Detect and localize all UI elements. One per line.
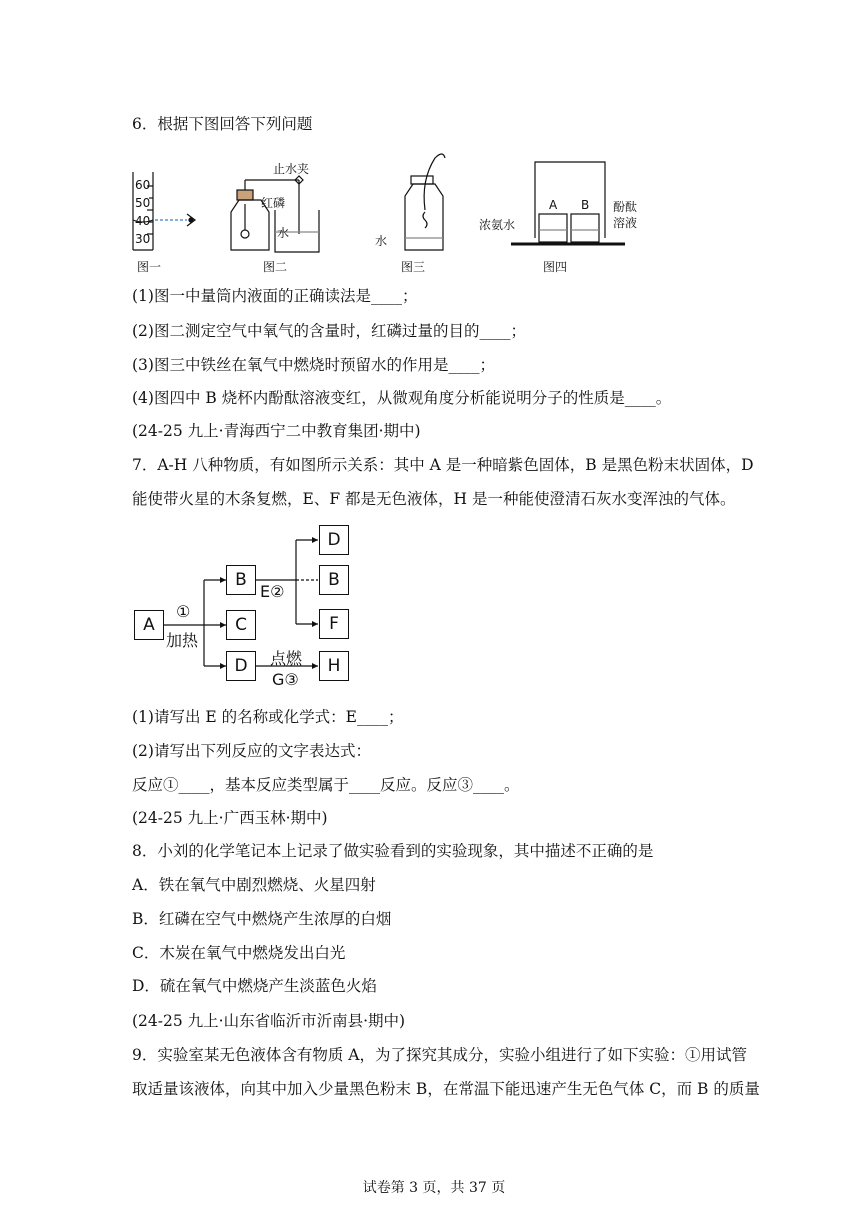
caption-fig1: 图一 — [137, 260, 162, 274]
label-beaker-a: A — [549, 198, 558, 212]
condition-3-ignite: 点燃 — [270, 649, 303, 668]
node-a: A — [134, 610, 164, 640]
node-d-product: D — [319, 525, 349, 555]
q9-stem-line1: 9．实验室某无色液体含有物质 A，为了探究其成分，实验小组进行了如下实验：①用试管 — [132, 1046, 747, 1064]
molecule-diffusion-setup — [511, 162, 625, 244]
q8-option-b: B．红磷在空气中燃烧产生浓厚的白烟 — [132, 910, 392, 928]
q8-option-a: A．铁在氧气中剧烈燃烧、火星四射 — [132, 876, 376, 894]
source-q7: (24-25 九上·青海西宁二中教育集团·期中) — [132, 422, 421, 440]
condition-2: E② — [260, 582, 285, 601]
node-b: B — [226, 565, 256, 595]
tick-50: 50 — [135, 196, 151, 210]
q7-stem-line1: 7．A-H 八种物质，有如图所示关系：其中 A 是一种暗紫色固体，B 是黑色粉末状固体，D — [132, 456, 754, 474]
iron-combustion-jar — [405, 154, 445, 250]
q7-item-2: (2)请写出下列反应的文字表达式： — [132, 742, 371, 760]
node-f: F — [319, 609, 349, 639]
q7-stem-line2: 能使带火星的木条复燃，E、F 都是无色液体，H 是一种能使澄清石灰水变浑浊的气体。 — [132, 490, 736, 508]
source-q9: (24-25 九上·山东省临沂市沂南县·期中) — [132, 1012, 406, 1030]
page-footer: 试卷第 3 页，共 37 页 — [362, 1180, 506, 1196]
node-b-catalyst: B — [319, 565, 349, 595]
label-clamp: 止水夹 — [273, 162, 310, 176]
label-water-fig3: 水 — [375, 234, 388, 248]
source-q8: (24-25 九上·广西玉林·期中) — [132, 809, 328, 827]
q8-option-c: C．木炭在氧气中燃烧发出白光 — [132, 944, 346, 962]
node-c: C — [226, 610, 256, 640]
q6-figure — [125, 150, 645, 280]
label-phenol-1: 酚酞 — [613, 200, 638, 214]
condition-1-heat: 加热 — [166, 631, 199, 650]
q9-stem-line2: 取适量该液体，向其中加入少量黑色粉末 B，在常温下能迅速产生无色气体 C，而 B 的质量 — [132, 1080, 760, 1098]
q6-item-2: (2)图二测定空气中氧气的含量时，红磷过量的目的____； — [132, 322, 526, 340]
label-ammonia: 浓氨水 — [479, 218, 516, 232]
tick-40: 40 — [135, 214, 151, 228]
q7-item-3: 反应①____，基本反应类型属于____反应。反应③____。 — [132, 776, 520, 794]
caption-fig4: 图四 — [543, 260, 568, 274]
label-beaker-b: B — [581, 198, 590, 212]
q6-item-1: (1)图一中量筒内液面的正确读法是____； — [132, 287, 418, 305]
tick-30: 30 — [135, 232, 151, 246]
q7-flow-diagram — [132, 522, 362, 692]
label-water-fig2: 水 — [277, 226, 290, 240]
q8-stem: 8．小刘的化学笔记本上记录了做实验看到的实验现象，其中描述不正确的是 — [132, 842, 654, 860]
oxygen-measure-setup — [231, 176, 319, 252]
condition-3-g: G③ — [272, 670, 299, 689]
condition-1-number: ① — [176, 602, 191, 621]
caption-fig3: 图三 — [401, 260, 426, 274]
label-red-phosphorus: 红磷 — [261, 196, 286, 210]
label-phenol-2: 溶液 — [613, 216, 638, 230]
node-h: H — [319, 651, 349, 681]
q6-item-3: (3)图三中铁丝在氧气中燃烧时预留水的作用是____； — [132, 356, 495, 374]
q6-item-4: (4)图四中 B 烧杯内酚酞溶液变红，从微观角度分析能说明分子的性质是____。 — [132, 389, 672, 407]
q8-option-d: D．硫在氧气中燃烧产生淡蓝色火焰 — [132, 977, 377, 995]
caption-fig2: 图二 — [263, 260, 288, 274]
tick-60: 60 — [135, 178, 151, 192]
q6-title: 6．根据下图回答下列问题 — [132, 115, 313, 133]
q7-item-1: (1)请写出 E 的名称或化学式：E____； — [132, 708, 404, 726]
node-d: D — [226, 651, 256, 681]
